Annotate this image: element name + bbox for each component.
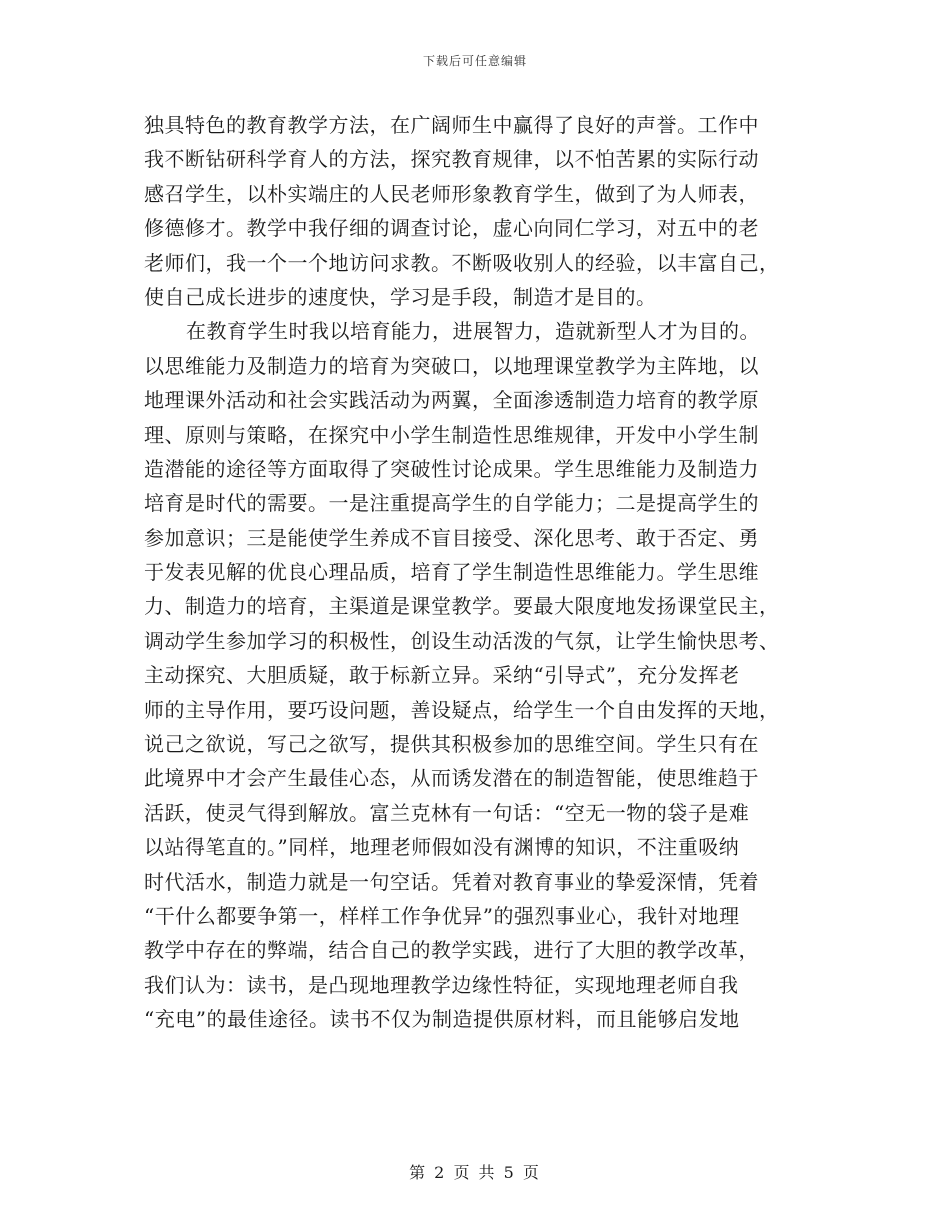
text-line: 活跃，使灵气得到解放。富兰克林有一句话：“空无一物的袋子是难 (144, 800, 750, 825)
text-line: 时代活水，制造力就是一句空话。凭着对教育事业的挚爱深情，凭着 (144, 869, 759, 894)
text-line: 此境界中才会产生最佳心态，从而诱发潜在的制造智能，使思维趋于 (144, 766, 759, 791)
text-line: 主动探究、大胆质疑，敢于标新立异。采纳“引导式”，充分发挥老 (144, 663, 740, 688)
page-number-footer: 第 2 页 共 5 页 (409, 1163, 541, 1182)
text-line: “充电”的最佳途径。读书不仅为制造提供原材料，而且能够启发地 (144, 1007, 740, 1032)
page-header: 下载后可任意编辑 (422, 54, 527, 68)
text-line: 教学中存在的弊端，结合自己的教学实践，进行了大胆的教学改革， (144, 938, 759, 963)
text-line: 我们认为：读书，是凸现地理教学边缘性特征，实现地理老师自我 (144, 972, 739, 997)
text-line: 理、原则与策略，在探究中小学生制造性思维规律，开发中小学生制 (144, 422, 759, 447)
text-line: 修德修才。教学中我仔细的调查讨论，虚心向同仁学习，对五中的老 (144, 216, 759, 241)
document-body (144, 108, 816, 1037)
text-line: 老师们，我一个一个地访问求教。不断吸收别人的经验，以丰富自己， (144, 250, 780, 275)
text-line: 于发表见解的优良心理品质，培育了学生制造性思维能力。学生思维 (144, 560, 759, 585)
paragraph-first-line: 在教育学生时我以培育能力，进展智力，造就新型人才为目的。 (186, 319, 760, 344)
text-line: “干什么都要争第一，样样工作争优异”的强烈事业心，我针对地理 (144, 903, 740, 928)
text-line: 培育是时代的需要。一是注重提高学生的自学能力；二是提高学生的 (144, 491, 759, 516)
text-line: 感召学生，以朴实端庄的人民老师形象教育学生，做到了为人师表， (144, 181, 759, 206)
text-line: 调动学生参加学习的积极性，创设生动活泼的气氛，让学生愉快思考、 (144, 628, 780, 653)
text-line: 说己之欲说，写己之欲写，提供其积极参加的思维空间。学生只有在 (144, 732, 759, 757)
text-line: 我不断钻研科学育人的方法，探究教育规律，以不怕苦累的实际行动 (144, 147, 759, 172)
text-line: 师的主导作用，要巧设问题，善设疑点，给学生一个自由发挥的天地， (144, 697, 780, 722)
text-line: 使自己成长进步的速度快，学习是手段，制造才是目的。 (144, 284, 657, 309)
text-line: 以站得笔直的。”同样，地理老师假如没有渊博的知识，不注重吸纳 (144, 835, 740, 860)
text-line: 造潜能的途径等方面取得了突破性讨论成果。学生思维能力及制造力 (144, 456, 759, 481)
text-line: 以思维能力及制造力的培育为突破口，以地理课堂教学为主阵地，以 (144, 353, 759, 378)
text-line: 独具特色的教育教学方法，在广阔师生中赢得了良好的声誉。工作中 (144, 113, 759, 137)
text-line: 地理课外活动和社会实践活动为两翼，全面渗透制造力培育的教学原 (144, 388, 759, 413)
text-line: 参加意识；三是能使学生养成不盲目接受、深化思考、敢于否定、勇 (144, 525, 759, 550)
text-line: 力、制造力的培育，主渠道是课堂教学。要最大限度地发扬课堂民主， (144, 594, 780, 619)
